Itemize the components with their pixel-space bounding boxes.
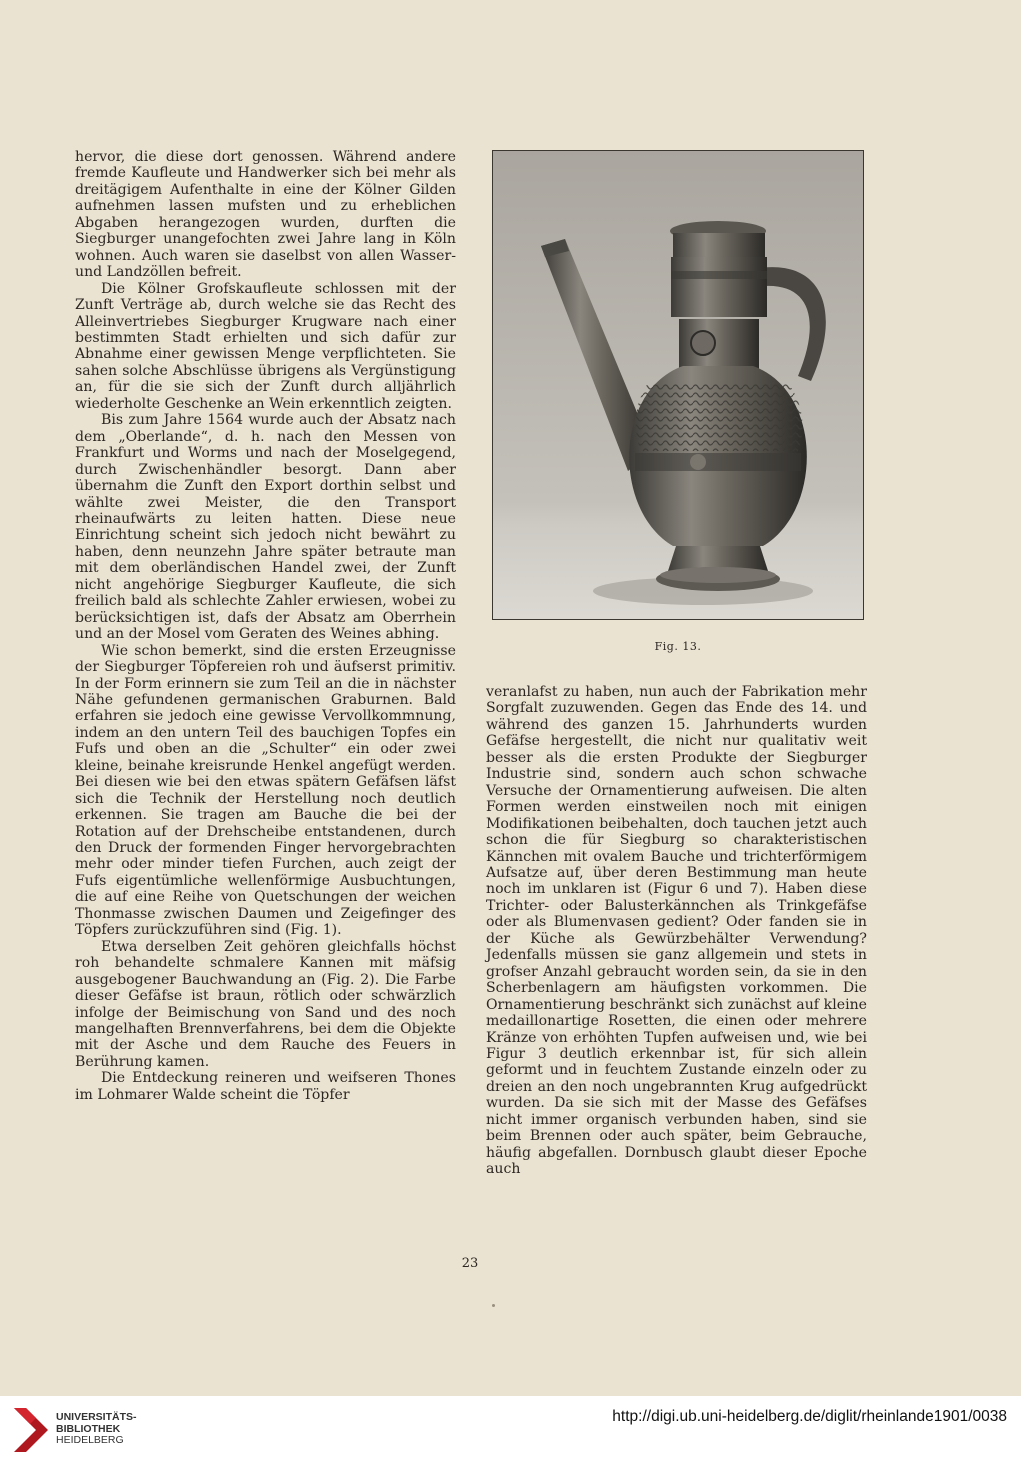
- paragraph: Wie schon bemerkt, sind die ersten Erzeugnisse der Siegburger Töpfereien roh und äufserst primitiv. In der Form erinnern sie zum Teil an die in nächster Nähe gefundenen germanischen Graburnen. Bald erfahren sie jedoch eine gewisse Vervollkommnung, indem an den untern Teil des bauchigen Topfes ein Fufs und oben an die „Schulter“ ein oder zwei kleine, beinahe kreisrunde Henkel angefügt werden. Bei diesen wie bei den etwas spätern Gefäfsen läfst sich die Technik der Herstellung noch deutlich erkennen. Sie tragen am Bauche die bei der Rotation auf der Drehscheibe entstandenen, durch den Druck der formenden Finger hervorgebrachten mehr oder minder tiefen Furchen, auch zeigt der Fufs eigentümliche wellenförmige Ausbuchtungen, die auf eine Reihe von Quetschungen der weichen Thonmasse zwischen Daumen und Zeigefinger des Töpfers zurückzuführen sind (Fig. 1).: [75, 642, 456, 939]
- figure-caption: Fig. 13.: [654, 640, 702, 653]
- paragraph: Die Entdeckung reineren und weifseren Thones im Lohmarer Walde scheint die Töpfer: [75, 1070, 456, 1103]
- stoneware-jug-icon: [493, 151, 863, 619]
- page-number: 23: [461, 1256, 479, 1271]
- paragraph: hervor, die diese dort genossen. Während andere fremde Kaufleute und Handwerker sich bei mehr als dreitägigem Aufenthalte in eine der Kölner Gilden aufnehmen lassen mufsten und zu erheblichen Abgaben herangezogen wurden, durften die Siegburger unangefochten zwei Jahre lang in Köln wohnen. Auch waren sie daselbst von allen Wasser- und Landzöllen befreit.: [75, 149, 456, 281]
- source-url-link[interactable]: http://digi.ub.uni-heidelberg.de/diglit/rheinlande1901/0038: [612, 1408, 1007, 1425]
- library-name-line: HEIDELBERG: [56, 1434, 124, 1446]
- left-text-column: [75, 149, 456, 1103]
- paragraph: Bis zum Jahre 1564 wurde auch der Absatz nach dem „Oberlande“, d. h. nach den Messen von Frankfurt und Worms und nach der Moselgegend, durch Zwischenhändler besorgt. Dann aber übernahm die Zunft den Export dorthin selbst und wählte zwei Meister, die den Transport rheinaufwärts zu leiten hatten. Diese neue Einrichtung scheint sich jedoch nicht bewährt zu haben, denn neunzehn Jahre später betraute man mit dem oberländischen Handel zwei, der Zunft nicht angehörige Siegburger Kaufleute, die sich freilich bald als schlechte Zahler erwiesen, wobei zu berücksichtigen ist, dafs der Absatz am Oberrhein und an der Mosel vom Geraten des Weines abhing.: [75, 412, 456, 643]
- paper-speck: [492, 1304, 495, 1307]
- paragraph: Etwa derselben Zeit gehören gleichfalls höchst roh behandelte schmalere Kannen mit mäfsig ausgebogener Bauchwandung an (Fig. 2). Die Farbe dieser Gefäfse ist braun, rötlich oder schwärzlich infolge der Beimischung von Sand und des noch mangelhaften Brennverfahrens, bei dem die Objekte mit der Asche und dem Rauche des Feuers in Berührung kamen.: [75, 938, 456, 1070]
- library-name-line: UNIVERSITÄTS-: [56, 1411, 137, 1423]
- ub-heidelberg-logo-icon: [12, 1406, 50, 1454]
- paragraph: veranlafst zu haben, nun auch der Fabrikation mehr Sorgfalt zuzuwenden. Gegen das Ende des 14. und während des ganzen 15. Jahrhunderts wurden Gefäfse hergestellt, die nicht nur qualitativ weit besser als die ersten Produkte der Siegburger Industrie sind, sondern auch schon schwache Versuche der Ornamentierung aufweisen. Die alten Formen werden einstweilen noch mit einigen Modifikationen beibehalten, doch tauchen jetzt auch schon die für Siegburg so charakteristischen Kännchen mit ovalem Bauche und trichterförmigem Aufsatze auf, über deren Bestimmung man heute noch im unklaren ist (Figur 6 und 7). Haben diese Trichter- oder Balusterkännchen als Trinkgefäfse oder als Blumenvasen gedient? Oder fanden sie in der Küche als Gewürzbehälter Verwendung? Jedenfalls müssen sie ganz allgemein und stets in grofser Anzahl gebraucht worden sein, da sie in den Scherbenlagern am häufigsten vorkommen. Die Ornamentierung beschränkt sich zunächst auf kleine medaillonartige Rosetten, die einen oder mehrere Kränze von erhöhten Tupfen aufweisen und, wie bei Figur 3 deutlich erkennbar ist, für sich allein geformt und in feuchtem Zustande einzeln oder zu dreien an den noch ungebrannten Krug aufgedrückt wurden. Da sie sich mit der Masse des Gefäfses nicht immer organisch verbunden haben, sind sie beim Brennen oder auch später, beim Gebrauche, häufig abgefallen. Dornbusch glaubt dieser Epoche auch: [486, 684, 867, 1178]
- right-text-column: [486, 684, 867, 1178]
- library-name: [56, 1412, 137, 1447]
- paragraph: Die Kölner Grofskaufleute schlossen mit der Zunft Verträge ab, durch welche sie das Recht des Alleinvertriebes Siegburger Krugware nach einer bestimmten Stadt erhielten und sich dafür zur Abnahme einer gewissen Menge verpflichteten. Sie sahen solche Abschlüsse übrigens als Vergünstigung an, für die sie sich der Zunft durch alljährlich wiederholte Geschenke an Wein erkenntlich zeigten.: [75, 280, 456, 412]
- figure-photograph: [492, 150, 864, 620]
- footer-bar: [0, 1396, 1021, 1468]
- library-name-line: BIBLIOTHEK: [56, 1422, 121, 1435]
